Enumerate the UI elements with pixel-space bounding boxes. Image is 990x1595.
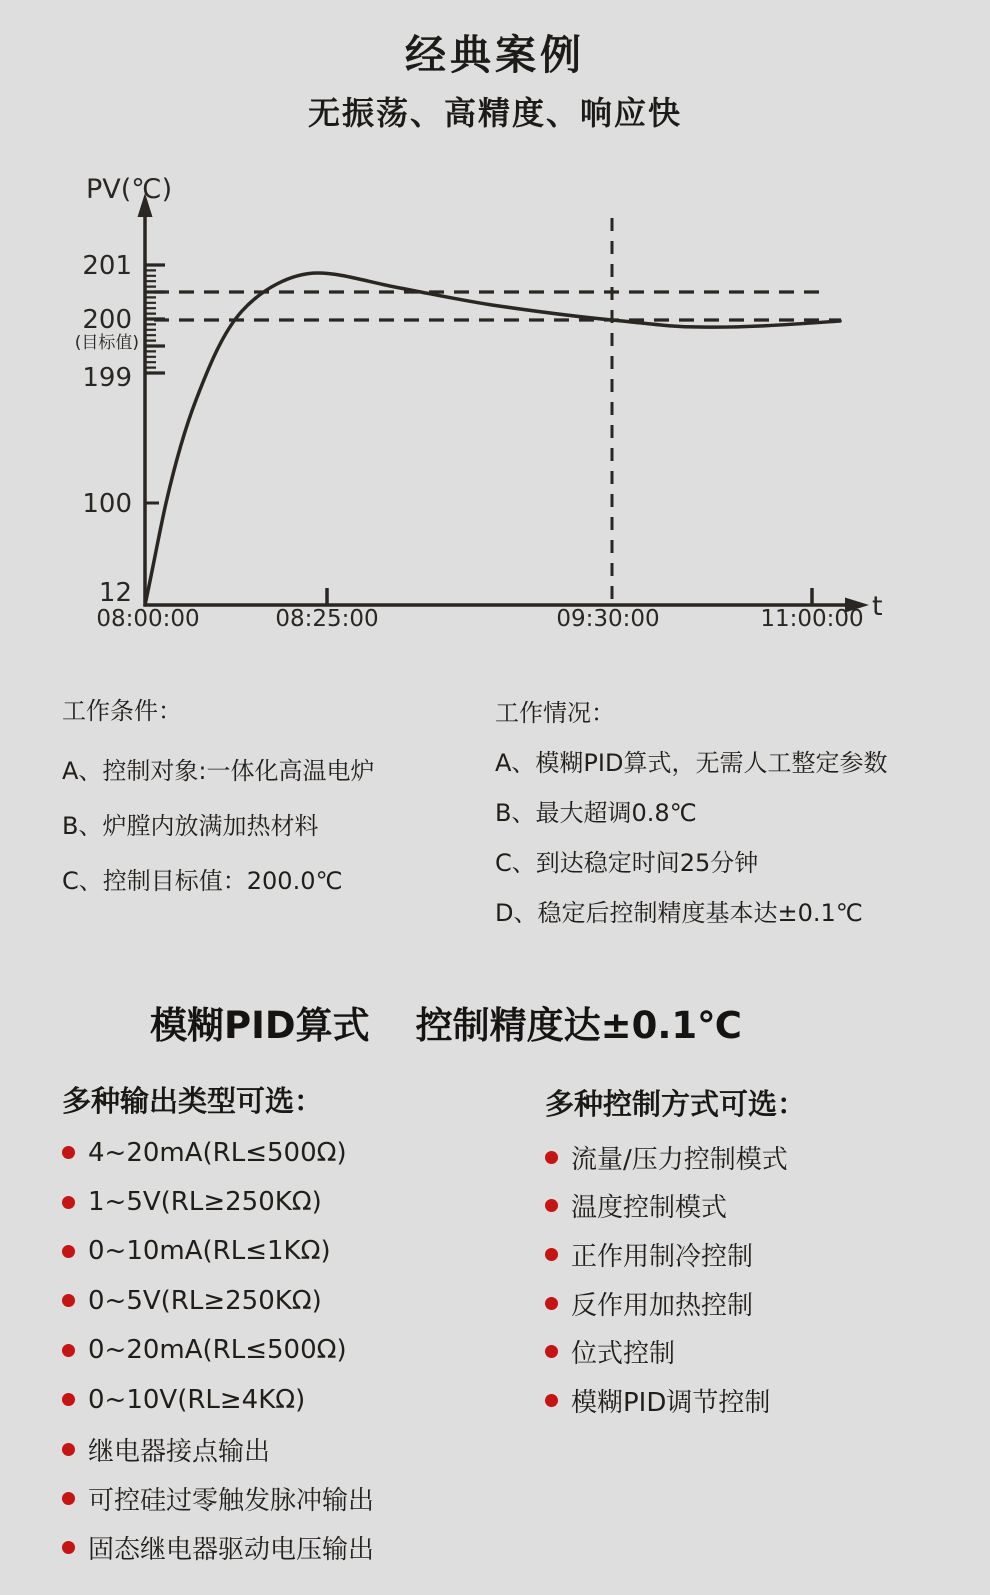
situation-item: C、到达稳定时间25分钟 (495, 849, 759, 877)
working-conditions-heading: 工作条件： (62, 697, 182, 725)
y-tick-200: 200 (82, 305, 132, 335)
y-tick-201: 201 (82, 251, 132, 281)
bullet-icon (62, 1443, 75, 1456)
y-tick-12: 12 (98, 578, 132, 608)
output-type-label: 1~5V(RL≥250KΩ) (88, 1187, 322, 1218)
bullet-icon (545, 1345, 558, 1358)
condition-item: B、炉膛内放满加热材料 (62, 812, 319, 840)
control-modes-heading: 多种控制方式可选： (545, 1087, 807, 1121)
output-type-label: 可控硅过零触发脉冲输出 (88, 1485, 375, 1516)
output-type-label: 0~20mA(RL≤500Ω) (88, 1335, 347, 1366)
output-type-item (62, 1375, 492, 1424)
feature-headline (150, 995, 742, 1049)
control-mode-label: 位式控制 (571, 1339, 676, 1370)
x-tick-1100: 11:00:00 (760, 606, 864, 632)
working-conditions-block (62, 694, 482, 919)
x-tick-0800: 08:00:00 (96, 606, 200, 632)
output-type-item (62, 1128, 492, 1177)
output-type-item (62, 1424, 492, 1473)
x-tick-0930: 09:30:00 (556, 606, 660, 632)
control-mode-item (545, 1133, 965, 1182)
chart-axes (145, 213, 849, 605)
control-mode-item (545, 1327, 965, 1376)
output-types-list (62, 1081, 492, 1573)
pv-curve (145, 273, 840, 605)
control-mode-label: 温度控制模式 (571, 1193, 728, 1224)
bullet-icon (62, 1344, 75, 1357)
bullet-icon (545, 1394, 558, 1407)
bullet-icon (62, 1196, 75, 1209)
feature-headline-algorithm: 模糊PID算式 (150, 1004, 370, 1047)
control-mode-item (545, 1376, 965, 1425)
output-types-heading: 多种输出类型可选： (62, 1084, 324, 1118)
working-situation-heading: 工作情况： (495, 699, 615, 727)
output-type-label: 0~10mA(RL≤1KΩ) (88, 1236, 331, 1267)
output-type-item (62, 1523, 492, 1572)
bullet-icon (62, 1492, 75, 1505)
control-mode-label: 反作用加热控制 (571, 1290, 754, 1321)
condition-item: C、控制目标值：200.0℃ (62, 867, 343, 895)
x-ticks (327, 588, 812, 605)
control-modes-items (545, 1133, 965, 1425)
control-mode-item (545, 1230, 965, 1279)
control-mode-label: 模糊PID调节控制 (571, 1387, 771, 1418)
page-subtitle: 无振荡、高精度、响应快 (307, 94, 682, 132)
output-type-item (62, 1326, 492, 1375)
output-type-label: 0~10V(RL≥4KΩ) (88, 1384, 306, 1415)
output-type-label: 4~20mA(RL≤500Ω) (88, 1137, 347, 1168)
situation-item: D、稳定后控制精度基本达±0.1℃ (495, 899, 863, 927)
output-type-label: 0~5V(RL≥250KΩ) (88, 1285, 322, 1316)
x-axis-label: t (872, 591, 883, 622)
control-mode-item (545, 1182, 965, 1231)
y-tick-target-note: (目标值) (74, 333, 139, 353)
feature-headline-precision: 控制精度达±0.1℃ (415, 1004, 742, 1047)
bullet-icon (545, 1248, 558, 1261)
bullet-icon (62, 1245, 75, 1258)
output-types-items (62, 1128, 492, 1573)
y-axis-label: PV(℃) (86, 174, 173, 205)
output-type-item (62, 1177, 492, 1226)
bullet-icon (545, 1151, 558, 1164)
situation-item: A、模糊PID算式，无需人工整定参数 (495, 749, 888, 777)
condition-item: A、控制对象:一体化高温电炉 (62, 757, 375, 785)
output-type-item (62, 1227, 492, 1276)
bullet-icon (62, 1146, 75, 1159)
working-situation-block (495, 696, 955, 946)
output-type-item (62, 1474, 492, 1523)
output-type-item (62, 1276, 492, 1325)
y-tick-199: 199 (82, 363, 132, 393)
situation-item: B、最大超调0.8℃ (495, 799, 697, 827)
page-title: 经典案例 (405, 31, 585, 79)
x-tick-0825: 08:25:00 (275, 606, 379, 632)
control-mode-label: 流量/压力控制模式 (571, 1144, 788, 1175)
bullet-icon (545, 1297, 558, 1310)
control-modes-list (545, 1084, 965, 1425)
bullet-icon (62, 1393, 75, 1406)
output-type-label: 固态继电器驱动电压输出 (88, 1535, 375, 1566)
bullet-icon (62, 1541, 75, 1554)
output-type-label: 继电器接点输出 (88, 1436, 271, 1467)
pv-temperature-chart (0, 165, 990, 645)
bullet-icon (545, 1199, 558, 1212)
control-mode-label: 正作用制冷控制 (571, 1241, 754, 1272)
y-tick-100: 100 (82, 489, 132, 519)
bullet-icon (62, 1294, 75, 1307)
control-mode-item (545, 1279, 965, 1328)
